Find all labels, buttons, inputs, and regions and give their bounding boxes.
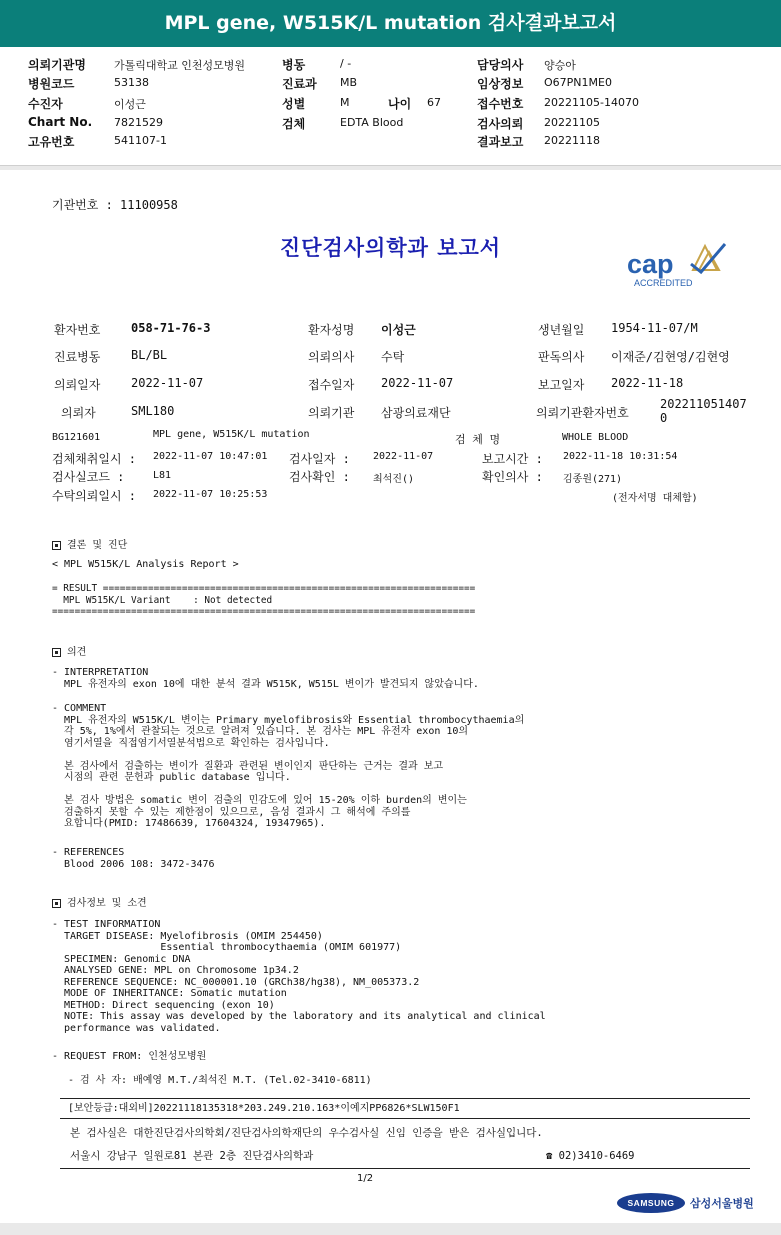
value-result-report: 20221118 <box>544 134 600 147</box>
samsung-wordmark: SAMSUNG <box>617 1193 685 1213</box>
label-confirm-doctor: 확인의사 : <box>482 470 543 484</box>
label-sex: 성별 <box>282 97 306 111</box>
label-institution-patient-no: 의뢰기관환자번호 <box>536 406 629 420</box>
label-outsource-time: 수탁의뢰일시 : <box>52 489 137 503</box>
institution-number: 기관번호 : 11100958 <box>52 198 178 212</box>
comment-text: - COMMENT MPL 유전자의 W515K/L 변이는 Primary myelofibrosis와 Essential thrombocythaemia의 각 5%, 1%에서 관찰되는 것으로 알려져 있습니다. 본 검사는 MPL 유전자 exon 10의 염기서열을 직접염기서열분석법으로 확인하는 검사입니다. 본 검사에서 검출하는 변이가 질환과 관련된 변이인지 판단하는 근거는 결과 보고 시점의 관련 문헌과 public database 입니다. 본 검사 방법은 somatic 변이 검출의 민감도에 있어 15-20% 이하 burden의 변이는 검출하지 못할 수 있는 제한점이 있으므로, 음성 결과시 그 해석에 주의를 요합니다(PMID: 17486639, 17604324, 19347965). <box>52 703 525 829</box>
value-chart-no: 7821529 <box>114 116 163 129</box>
cap-accredited-text: ACCREDITED <box>634 278 693 288</box>
label-department: 진료과 <box>282 77 317 91</box>
page-title: 진단검사의학과 보고서 <box>279 236 502 260</box>
value-lab-code: L81 <box>153 470 172 481</box>
section-bullet-icon <box>52 541 61 550</box>
label-test-request: 검사의뢰 <box>477 117 524 131</box>
section-conclusion <box>52 536 127 551</box>
label-report-date: 보고일자 <box>538 378 585 392</box>
section-test-info <box>52 894 147 909</box>
value-confirm-doctor: 김종원(271) <box>563 474 623 485</box>
value-requesting-institution: 삼광의료재단 <box>381 406 451 420</box>
value-birth: 1954-11-07/M <box>611 321 698 335</box>
label-receipt-no: 접수번호 <box>477 97 524 111</box>
label-specimen: 검체 <box>282 117 306 131</box>
label-chart-no: Chart No. <box>28 115 93 129</box>
footer-divider-top <box>60 1098 750 1099</box>
value-specimen-name: WHOLE BLOOD <box>562 432 629 443</box>
page-number: 1/2 <box>357 1173 374 1184</box>
value-report-time: 2022-11-18 10:31:54 <box>563 451 678 462</box>
label-patient-name: 환자성명 <box>308 323 355 337</box>
value-patient-name: 이성근 <box>381 323 416 337</box>
result-block: = RESULT ================================================================== MPL W515K/L Variant : Not detected =========================================================================== <box>52 583 476 617</box>
references-text: - REFERENCES Blood 2006 108: 3472-3476 <box>52 847 215 870</box>
interpretation-text: - INTERPRETATION MPL 유전자의 exon 10에 대한 분석 결과 W515K, W515L 변이가 발견되지 않았습니다. <box>52 667 479 690</box>
label-report-time: 보고시간 : <box>482 452 543 466</box>
value-outsource-time: 2022-11-07 10:25:53 <box>153 489 268 500</box>
label-test-check: 검사확인 : <box>289 470 350 484</box>
label-age: 나이 <box>388 97 412 111</box>
phone-text: ☎ 02)3410-6469 <box>546 1150 635 1162</box>
label-patient: 수진자 <box>28 97 63 111</box>
label-request-date: 의뢰일자 <box>54 378 101 392</box>
samsung-hospital-logo <box>617 1192 762 1214</box>
value-sex: M <box>340 96 350 109</box>
label-referring-doctor: 의뢰의사 <box>308 350 355 364</box>
test-information-text: - TEST INFORMATION TARGET DISEASE: Myelofibrosis (OMIM 254450) Essential thrombocythaemia (OMIM 601977) SPECIMEN: Genomic DNA ANALYSED GENE: MPL on Chromosome 1p34.2 REFERENCE SEQUENCE: NC_000001.10 (GRCh38/hg38), NM_005373.2 MODE OF INHERITANCE: Somatic mutation METHOD: Direct sequencing (exon 10) NOTE: This assay was developed by the laboratory and its analytical and clinical performance was validated. <box>52 919 546 1034</box>
section-opinion <box>52 643 86 658</box>
label-requester: 의뢰자 <box>61 406 96 420</box>
label-doctor: 담당의사 <box>477 58 524 72</box>
value-age: 67 <box>427 96 441 109</box>
value-requester: SML180 <box>131 404 175 418</box>
certification-text: 본 검사실은 대한진단검사의학회/진단검사의학재단의 우수검사실 신임 인증을 받은 검사실입니다. <box>70 1127 543 1139</box>
test-name: MPL gene, W515K/L mutation <box>153 429 310 440</box>
label-receipt-date: 접수일자 <box>308 378 355 392</box>
value-specimen: EDTA Blood <box>340 116 404 129</box>
label-hospital-code: 병원코드 <box>28 77 75 91</box>
label-institution: 의뢰기관명 <box>28 58 86 72</box>
value-test-request: 20221105 <box>544 116 600 129</box>
value-ward: / - <box>340 57 352 70</box>
security-line: [보안등급:대외비]20221118135318*203.249.210.163*이예지PP6826*SLW150F1 <box>68 1103 460 1114</box>
label-patient-no: 환자번호 <box>54 323 101 337</box>
section-bullet-icon <box>52 648 61 657</box>
value-hospital-code: 53138 <box>114 76 149 89</box>
label-test-date: 검사일자 : <box>289 452 350 466</box>
value-report-date: 2022-11-18 <box>611 376 684 390</box>
tester-text: - 검 사 자: 배예영 M.T./최석진 M.T. (Tel.02-3410-6811) <box>68 1075 372 1086</box>
report-title: MPL gene, W515K/L mutation 검사결과보고서 <box>164 12 617 34</box>
value-collect-time: 2022-11-07 10:47:01 <box>153 451 268 462</box>
label-birth: 생년월일 <box>538 323 585 337</box>
value-institution-patient-no: 202211051407 <box>660 397 747 411</box>
cap-text: cap <box>627 249 674 279</box>
analysis-report-title: < MPL W515K/L Analysis Report > <box>52 559 239 570</box>
header-info <box>0 47 781 166</box>
address-text: 서울시 강남구 일원로81 본관 2층 진단검사의학과 <box>70 1150 314 1162</box>
value-doctor: 양승아 <box>544 59 576 72</box>
label-requesting-institution: 의뢰기관 <box>308 406 355 420</box>
section-conclusion-title: 결론 및 진단 <box>67 540 128 551</box>
report-title-bar <box>0 0 781 47</box>
value-patient: 이성근 <box>114 98 146 111</box>
request-from-text: - REQUEST FROM: 인천성모병원 <box>52 1051 207 1062</box>
value-referring-doctor: 수탁 <box>381 350 405 364</box>
label-ward: 병동 <box>282 58 306 72</box>
value-department: MB <box>340 76 358 89</box>
section-bullet-icon <box>52 899 61 908</box>
value-receipt-no: 20221105-14070 <box>544 96 639 109</box>
cap-accredited-logo <box>624 240 734 288</box>
value-unique-no: 541107-1 <box>114 134 167 147</box>
label-clinical-info: 임상정보 <box>477 77 524 91</box>
section-opinion-title: 의견 <box>67 647 87 658</box>
section-test-info-title: 검사정보 및 소견 <box>67 898 147 909</box>
value-reading-doctor: 이재준/김현영/김현영 <box>611 350 730 364</box>
value-patient-no: 058-71-76-3 <box>131 321 211 335</box>
label-ward-2: 진료병동 <box>54 350 101 364</box>
value-request-date: 2022-11-07 <box>131 376 204 390</box>
report-page <box>0 170 781 1223</box>
footer-divider-bottom <box>60 1168 750 1169</box>
electronic-signature-note: (전자서명 대체함) <box>612 493 698 504</box>
label-lab-code: 검사실코드 : <box>52 470 125 484</box>
value-clinical-info: O67PN1ME0 <box>544 76 612 89</box>
hospital-name: 삼성서울병원 <box>690 1197 754 1210</box>
label-unique-no: 고유번호 <box>28 135 75 149</box>
value-institution: 가톨릭대학교 인천성모병원 <box>114 59 246 72</box>
value-test-date: 2022-11-07 <box>373 451 434 462</box>
value-institution-patient-no-cont: 0 <box>660 411 668 425</box>
label-collect-time: 검체채취일시 : <box>52 452 137 466</box>
value-receipt-date: 2022-11-07 <box>381 376 454 390</box>
label-specimen-name: 검 체 명 <box>455 433 501 446</box>
footer-divider-mid <box>60 1118 750 1119</box>
cap-check-icon <box>669 240 729 280</box>
value-ward-2: BL/BL <box>131 348 168 362</box>
label-reading-doctor: 판독의사 <box>538 350 585 364</box>
test-code: BG121601 <box>52 432 101 443</box>
label-result-report: 결과보고 <box>477 135 524 149</box>
value-test-check: 최석진() <box>373 474 415 485</box>
